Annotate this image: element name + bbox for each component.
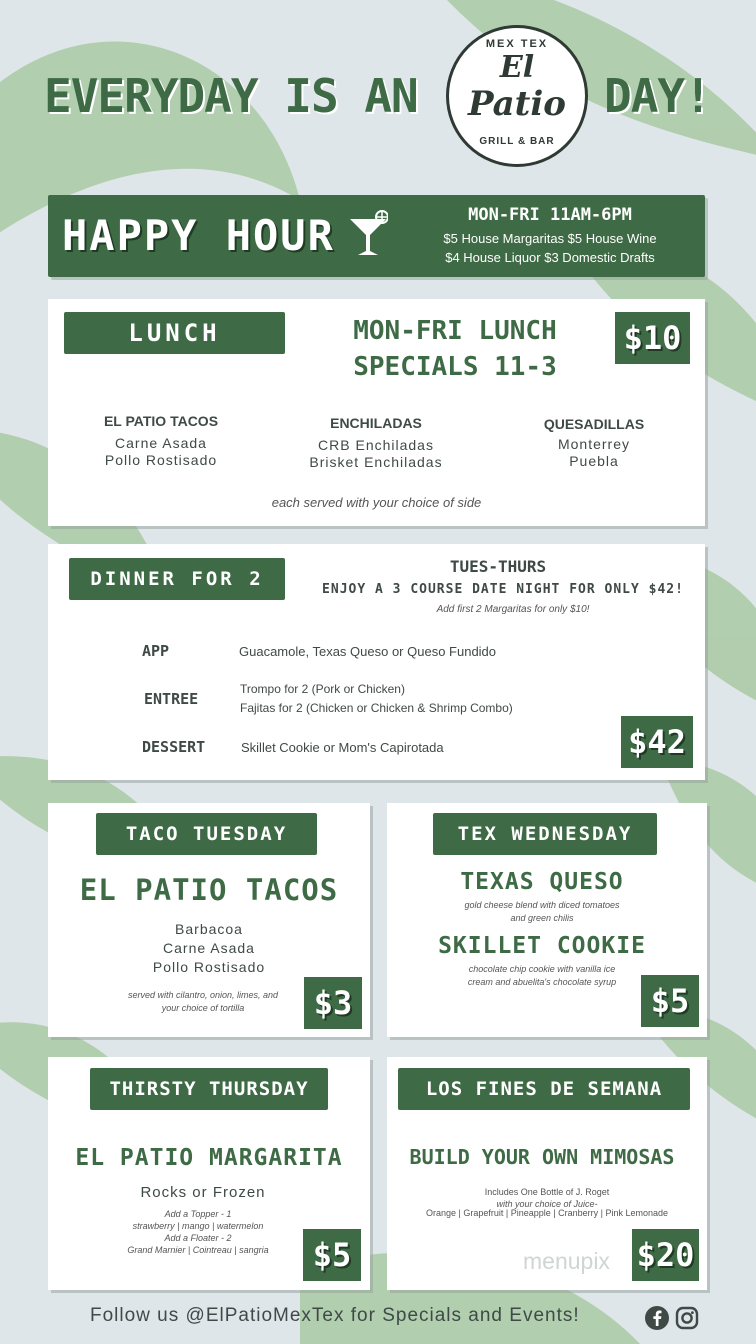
tex-wednesday-card — [387, 803, 707, 1037]
happy-hour-time: MON-FRI 11AM-6PM — [468, 205, 632, 225]
dinner-card — [48, 544, 705, 780]
lunch-column-item: Puebla — [569, 453, 619, 469]
dinner-price: $42 — [621, 716, 693, 768]
lunch-column-tacos — [66, 413, 256, 468]
margarita-option: strawberry | mango | watermelon — [132, 1221, 264, 1231]
el-patio-logo — [446, 25, 588, 167]
mimosas-title: BUILD YOUR OWN MIMOSAS — [409, 1145, 675, 1169]
texas-queso-desc: gold cheese blend with diced tomatoes — [464, 900, 620, 910]
margarita-glass-icon — [348, 209, 388, 259]
mimosas-line1: Includes One Bottle of J. Roget — [484, 1187, 610, 1197]
dinner-subnote: Add first 2 Margaritas for only $10! — [436, 604, 590, 615]
lunch-column-item: Pollo Rostisado — [104, 452, 218, 468]
margarita-option: Add a Floater - 2 — [164, 1233, 232, 1243]
course-dessert-name: DESSERT — [142, 738, 206, 756]
lunch-column-title: QUESADILLAS — [543, 416, 645, 432]
lunch-column-quesadillas — [494, 416, 694, 469]
lunch-column-item: Carne Asada — [115, 435, 207, 451]
happy-hour-title: HAPPY HOUR — [62, 211, 335, 260]
lunch-column-title: EL PATIO TACOS — [103, 413, 219, 429]
course-entree-line: Trompo for 2 (Pork or Chicken) — [240, 682, 405, 696]
taco-tuesday-item: Pollo Rostisado — [152, 959, 266, 975]
lunch-note: each served with your choice of side — [271, 495, 482, 510]
mimosas-line3: Orange | Grapefruit | Pineapple | Cranberry | Pink Lemonade — [426, 1208, 668, 1218]
margarita-title: EL PATIO MARGARITA — [75, 1145, 343, 1171]
dinner-label: DINNER FOR 2 — [69, 558, 285, 600]
thirsty-thursday-card — [48, 1057, 370, 1290]
lunch-column-item: Brisket Enchiladas — [309, 454, 443, 470]
lunch-label: LUNCH — [64, 312, 285, 354]
course-entree-name: ENTREE — [144, 690, 199, 708]
lunch-column-enchiladas — [276, 415, 476, 470]
lunch-title-line1: MON-FRI LUNCH — [353, 316, 557, 346]
taco-tuesday-item: Carne Asada — [163, 940, 255, 956]
taco-tuesday-title: EL PATIO TACOS — [79, 873, 339, 907]
texas-queso-desc: and green chilis — [510, 913, 574, 923]
course-entree-line: Fajitas for 2 (Chicken or Chicken & Shrimp Combo) — [240, 701, 513, 715]
lunch-price: $10 — [615, 312, 690, 364]
skillet-cookie-desc: cream and abuelita's chocolate syrup — [467, 977, 617, 987]
logo-bottom-text: GRILL & BAR — [479, 136, 555, 147]
logo-name-line1: El — [499, 50, 535, 85]
thirsty-thursday-label: THIRSTY THURSDAY — [90, 1068, 328, 1110]
dinner-days: TUES-THURS — [449, 557, 547, 576]
happy-hour-line1: $5 House Margaritas $5 House Wine — [443, 231, 657, 246]
tex-wednesday-label: TEX WEDNESDAY — [433, 813, 657, 855]
skillet-cookie-title: SKILLET COOKIE — [438, 933, 646, 959]
course-app-line: Guacamole, Texas Queso or Queso Fundido — [239, 644, 497, 659]
footer-text: Follow us @ElPatioMexTex for Specials and Events! — [90, 1305, 580, 1326]
margarita-option: Grand Marnier | Cointreau | sangria — [127, 1245, 269, 1255]
taco-tuesday-note: your choice of tortilla — [161, 1003, 245, 1013]
course-app-name: APP — [142, 642, 170, 660]
header-left-text: EVERYDAY IS AN — [44, 69, 418, 123]
logo-name-line2: Patio — [468, 84, 566, 124]
margarita-subtitle: Rocks or Frozen — [140, 1184, 266, 1201]
taco-tuesday-note: served with cilantro, onion, limes, and — [127, 990, 279, 1000]
taco-tuesday-price: $3 — [304, 977, 362, 1029]
header-right-text: DAY! — [604, 69, 711, 123]
lunch-column-item: CRB Enchiladas — [318, 437, 434, 453]
instagram-icon[interactable] — [675, 1306, 699, 1330]
lunch-column-title: ENCHILADAS — [330, 415, 422, 431]
lunch-card — [48, 299, 705, 526]
skillet-cookie-desc: chocolate chip cookie with vanilla ice — [468, 964, 616, 974]
thirsty-thursday-price: $5 — [303, 1229, 361, 1281]
margarita-option: Add a Topper - 1 — [164, 1209, 232, 1219]
logo-top-text: MEX TEX — [485, 38, 549, 50]
texas-queso-title: TEXAS QUESO — [460, 869, 624, 895]
tex-wednesday-price: $5 — [641, 975, 699, 1027]
lunch-title-line2: SPECIALS 11-3 — [353, 352, 557, 382]
happy-hour-line2: $4 House Liquor $3 Domestic Drafts — [445, 250, 655, 265]
facebook-icon[interactable] — [645, 1306, 669, 1330]
weekend-price: $20 — [632, 1229, 699, 1281]
taco-tuesday-item: Barbacoa — [175, 921, 243, 937]
menupix-watermark: menupix — [523, 1248, 610, 1274]
weekend-label: LOS FINES DE SEMANA — [398, 1068, 690, 1110]
lunch-column-item: Monterrey — [557, 436, 631, 452]
happy-hour-banner — [48, 195, 705, 277]
weekend-card — [387, 1057, 707, 1290]
mimosas-line2: with your choice of Juice- — [496, 1199, 598, 1209]
dinner-headline: ENJOY A 3 COURSE DATE NIGHT FOR ONLY $42! — [322, 582, 684, 597]
course-dessert-line: Skillet Cookie or Mom's Capirotada — [241, 740, 444, 755]
taco-tuesday-card — [48, 803, 370, 1037]
taco-tuesday-label: TACO TUESDAY — [96, 813, 317, 855]
